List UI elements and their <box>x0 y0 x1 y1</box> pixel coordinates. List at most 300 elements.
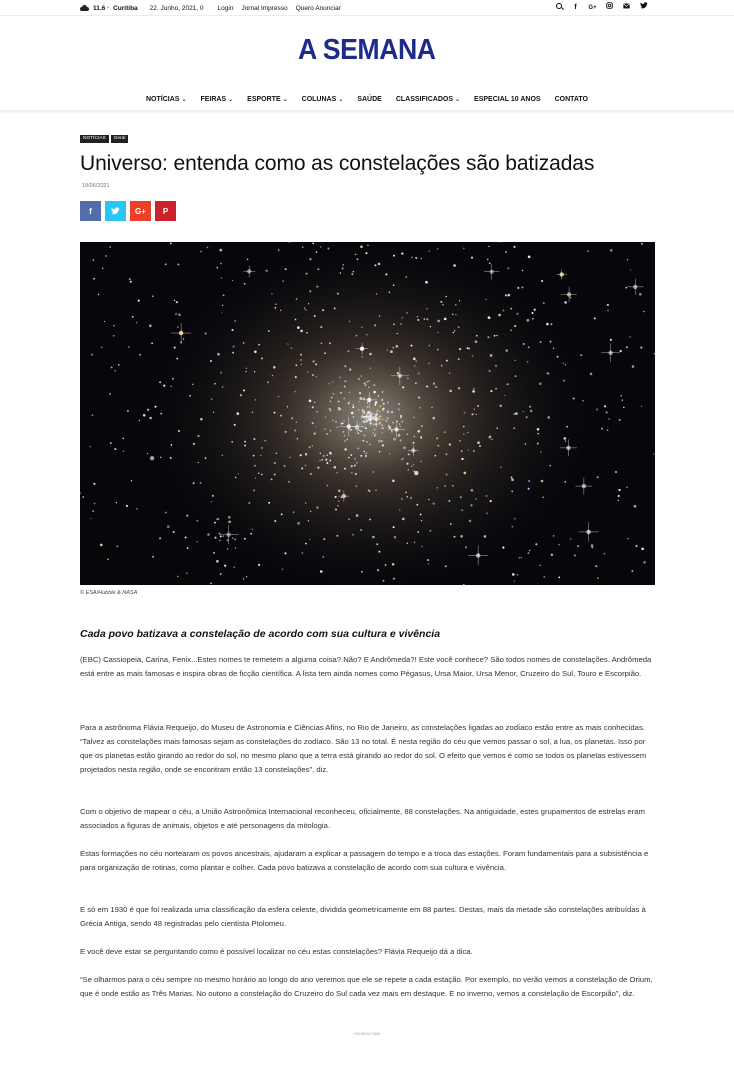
star <box>205 332 207 334</box>
star <box>255 399 256 400</box>
star <box>610 339 612 341</box>
star <box>517 574 518 575</box>
star <box>376 543 378 545</box>
star <box>433 383 435 385</box>
star <box>374 264 376 266</box>
star <box>219 532 221 534</box>
star <box>513 246 515 248</box>
star <box>627 538 628 539</box>
star <box>596 408 598 410</box>
star <box>128 346 130 348</box>
star <box>253 455 255 457</box>
star <box>421 546 423 548</box>
star <box>370 420 372 422</box>
star <box>421 437 422 438</box>
star <box>406 496 408 498</box>
star <box>183 338 185 340</box>
star <box>502 310 504 312</box>
search-icon[interactable] <box>554 0 563 16</box>
star <box>174 300 175 301</box>
star <box>510 329 512 331</box>
star <box>170 243 172 245</box>
article-paragraph: Com o objetivo de mapear o céu, a União Astronômica Internacional reconheceu, oficialmente, 88 constelações. Na antiguidade, estes grupamentos de estrelas eram associados a figuras de animais, objetos e até personagens da mitologia. <box>80 807 645 830</box>
star <box>467 347 469 349</box>
star <box>534 309 536 311</box>
star <box>607 304 609 306</box>
star <box>476 414 478 416</box>
star <box>510 308 512 310</box>
star <box>356 335 358 337</box>
star <box>92 510 94 512</box>
star <box>359 401 360 402</box>
star <box>566 426 568 428</box>
tag-noticias[interactable]: NOTÍCIAS <box>80 135 109 143</box>
login-link[interactable]: Login <box>217 4 234 12</box>
star <box>515 375 517 377</box>
article-date: 19/06/2021 <box>82 183 110 189</box>
star <box>126 505 128 507</box>
star <box>342 267 344 269</box>
star <box>116 545 118 547</box>
star <box>254 371 255 372</box>
star <box>425 281 428 284</box>
star <box>315 363 317 365</box>
star <box>334 466 337 469</box>
facebook-icon[interactable]: f <box>574 4 577 11</box>
star <box>379 411 381 413</box>
star <box>177 576 179 578</box>
star <box>464 472 467 475</box>
star <box>380 415 382 417</box>
star <box>429 251 430 252</box>
star <box>338 500 340 502</box>
star <box>285 268 287 270</box>
star <box>107 558 109 560</box>
star <box>274 462 276 464</box>
star <box>495 365 497 367</box>
star <box>369 519 371 521</box>
article-paragraph: (EBC) Cassiopeia, Carina, Fenix...Estes nomes te remetem a alguma coisa? Não? E Andrômeda?! Este você conhece? São todos nomes de constelações. Andrômeda está entre as mais famosas e inspira obras de ficção científica. A lista tem ainda nomes como Pégasus, Ursa Maior, Ursa Menor, Cruzeiro do Sul, Touro e Escorpião. <box>80 655 652 678</box>
star <box>417 316 419 318</box>
star <box>383 427 384 428</box>
star <box>435 455 437 457</box>
star <box>342 264 344 266</box>
star <box>173 531 175 533</box>
star <box>223 295 225 297</box>
nav-item-esporte[interactable]: ESPORTE ⌄ <box>247 95 288 103</box>
star <box>381 424 383 426</box>
star <box>323 538 325 540</box>
star <box>377 410 378 411</box>
star <box>222 305 223 306</box>
star <box>385 564 387 566</box>
star <box>364 412 365 413</box>
star <box>550 323 552 325</box>
star <box>424 318 426 320</box>
star <box>413 417 415 419</box>
star <box>110 442 112 444</box>
star <box>522 270 523 271</box>
star <box>486 513 487 514</box>
star <box>364 382 366 384</box>
star <box>217 353 220 356</box>
nav-item-saude[interactable]: SAÚDE <box>357 95 382 103</box>
star <box>516 313 518 315</box>
star <box>105 255 107 257</box>
star <box>363 434 365 436</box>
star <box>413 470 415 472</box>
star <box>519 557 520 558</box>
nav-divider <box>0 110 734 114</box>
star <box>300 454 302 456</box>
star <box>416 360 417 361</box>
star <box>411 345 413 347</box>
star <box>348 350 350 352</box>
star <box>109 393 111 395</box>
star <box>317 467 319 469</box>
star <box>348 457 350 459</box>
star <box>387 350 388 351</box>
instagram-icon[interactable] <box>605 0 614 16</box>
star <box>360 397 363 400</box>
star <box>620 395 621 396</box>
star <box>541 280 543 282</box>
star <box>287 406 288 407</box>
star <box>343 397 345 399</box>
star <box>620 350 622 352</box>
star <box>475 340 478 343</box>
star <box>322 309 324 311</box>
star <box>411 257 413 259</box>
star <box>165 263 167 265</box>
star <box>360 529 362 531</box>
star <box>467 432 468 433</box>
star <box>302 552 304 554</box>
star <box>309 290 311 292</box>
star <box>152 556 154 558</box>
star <box>453 332 454 333</box>
jornal-impresso-link[interactable]: Jornal Impresso <box>241 4 288 12</box>
star <box>542 496 544 498</box>
star <box>455 304 457 306</box>
star <box>392 563 395 566</box>
star <box>316 507 318 509</box>
star <box>235 547 236 548</box>
star <box>338 401 340 403</box>
star <box>558 544 559 545</box>
star <box>373 432 374 433</box>
nav-item-colunas[interactable]: COLUNAS ⌄ <box>301 95 344 103</box>
star <box>514 580 515 581</box>
star <box>428 363 430 365</box>
weather-degree: ° <box>107 5 110 11</box>
star <box>232 537 233 538</box>
star <box>337 505 338 506</box>
star <box>595 565 597 567</box>
star <box>374 413 376 415</box>
google-plus-icon[interactable]: G+ <box>588 5 597 11</box>
star <box>382 391 384 393</box>
star <box>473 450 475 452</box>
star <box>316 251 317 252</box>
star <box>374 404 376 406</box>
star <box>393 255 395 257</box>
share-twitter-button[interactable] <box>105 201 126 221</box>
star <box>342 422 344 424</box>
star <box>370 368 371 369</box>
star <box>220 372 222 374</box>
star <box>363 398 365 400</box>
star <box>197 435 199 437</box>
nav-item-contato[interactable]: CONTATO <box>554 95 589 103</box>
article-paragraph: “Se olharmos para o céu sempre no mesmo horário ao longo do ano veremos que ele se repete a cada estação. Por exemplo, no verão vemos a constelação de Orium, que é onde estão as Três Marias. No outono a constelação do Cruzeiro do Sul cada vez mais em destaque. E no inverno, vemos a constelação de Escorpião”, diz. <box>80 975 653 998</box>
star <box>261 447 263 449</box>
star <box>147 453 148 454</box>
star <box>363 440 365 442</box>
star <box>118 364 120 366</box>
star <box>234 320 235 321</box>
star <box>393 438 396 441</box>
star <box>635 545 637 547</box>
star <box>507 383 509 385</box>
star <box>285 431 287 433</box>
star <box>398 403 400 405</box>
star <box>573 397 575 399</box>
star <box>344 365 346 367</box>
star <box>351 412 354 415</box>
star <box>216 267 218 269</box>
star <box>373 384 375 386</box>
star <box>528 488 530 490</box>
star <box>376 293 377 294</box>
star <box>358 432 360 434</box>
star <box>511 490 513 492</box>
chevron-down-icon: ⌄ <box>228 96 234 103</box>
star <box>444 318 447 321</box>
star <box>608 418 610 420</box>
star <box>393 323 395 325</box>
star <box>405 276 407 278</box>
star <box>362 415 363 416</box>
star <box>537 428 540 431</box>
star <box>523 343 525 345</box>
star <box>220 535 222 537</box>
star <box>498 314 501 317</box>
share-google-plus-button[interactable]: G+ <box>130 201 151 221</box>
star <box>237 412 240 415</box>
star <box>280 310 281 311</box>
star <box>332 381 333 382</box>
star <box>363 451 365 453</box>
star <box>210 583 212 585</box>
star <box>437 320 440 323</box>
star <box>228 516 231 519</box>
star <box>258 344 260 346</box>
star <box>403 446 406 449</box>
star <box>400 323 402 325</box>
star <box>260 455 261 456</box>
star <box>356 462 358 464</box>
share-facebook-button[interactable]: f <box>80 201 101 221</box>
star <box>430 326 431 327</box>
star <box>374 429 375 430</box>
star <box>399 426 401 428</box>
star <box>301 364 302 365</box>
star <box>459 300 460 301</box>
star <box>258 564 260 566</box>
mail-icon[interactable] <box>622 0 631 16</box>
star <box>349 369 351 371</box>
star <box>368 386 369 387</box>
star <box>382 410 384 412</box>
star <box>317 268 319 270</box>
star <box>436 437 438 439</box>
star <box>372 412 374 414</box>
star <box>244 444 246 446</box>
star <box>398 408 400 410</box>
star <box>375 490 376 491</box>
star <box>607 429 609 431</box>
star <box>254 465 256 467</box>
star <box>381 440 383 442</box>
star <box>325 416 326 417</box>
star <box>464 412 465 413</box>
tag-geral[interactable]: Geral <box>111 135 129 143</box>
star <box>309 446 311 448</box>
star <box>98 294 99 295</box>
weather-city: Curitiba <box>113 4 138 12</box>
star <box>272 375 274 377</box>
star <box>350 429 352 431</box>
chevron-down-icon: ⌄ <box>338 96 344 103</box>
star <box>550 341 552 343</box>
star <box>320 570 323 573</box>
star <box>220 249 223 252</box>
star <box>139 354 141 356</box>
star <box>284 465 286 467</box>
star <box>494 335 496 337</box>
star <box>407 378 408 379</box>
star <box>178 313 181 316</box>
quero-anunciar-link[interactable]: Quero Anunciar <box>295 4 341 12</box>
star <box>387 410 390 413</box>
star <box>300 354 302 356</box>
star <box>282 568 283 569</box>
star <box>327 248 329 250</box>
star <box>344 435 345 436</box>
star <box>297 438 298 439</box>
star <box>514 518 515 519</box>
star <box>563 380 565 382</box>
star <box>308 520 309 521</box>
star <box>421 520 422 521</box>
star <box>641 548 644 551</box>
star <box>314 315 316 317</box>
star <box>381 399 383 401</box>
star <box>454 330 455 331</box>
star <box>383 403 385 405</box>
star <box>537 433 539 435</box>
star <box>627 259 628 260</box>
star <box>356 258 358 260</box>
star <box>455 314 456 315</box>
star <box>401 498 403 500</box>
star <box>450 523 452 525</box>
star <box>541 480 544 483</box>
ad-label: - Anúncio Aqui - <box>351 1031 383 1036</box>
star <box>200 482 202 484</box>
star <box>92 414 94 416</box>
star <box>502 547 504 549</box>
star <box>377 569 379 571</box>
star <box>196 520 198 522</box>
star <box>367 406 369 408</box>
star <box>338 490 341 493</box>
star <box>104 321 105 322</box>
star <box>528 347 530 349</box>
star <box>268 330 270 332</box>
star <box>358 409 359 410</box>
star <box>351 465 353 467</box>
star <box>284 552 286 554</box>
nav-item-noticias[interactable]: NOTÍCIAS ⌄ <box>145 95 187 103</box>
star <box>486 495 488 497</box>
star <box>274 520 276 522</box>
star <box>312 422 314 424</box>
star <box>325 459 327 461</box>
twitter-icon[interactable] <box>639 0 648 16</box>
nav-item-especial-10-anos[interactable]: ESPECIAL 10 ANOS <box>474 95 541 103</box>
star <box>471 413 473 415</box>
star <box>329 460 331 462</box>
star <box>415 257 417 259</box>
star <box>487 259 488 260</box>
star <box>150 456 154 460</box>
star <box>316 426 317 427</box>
star <box>643 561 646 564</box>
star <box>232 280 233 281</box>
star <box>401 459 402 460</box>
star <box>159 537 161 539</box>
star <box>393 578 395 580</box>
star <box>427 559 429 561</box>
top-bar-left <box>80 0 349 16</box>
star <box>413 464 414 465</box>
share-pinterest-button[interactable]: P <box>155 201 176 221</box>
star <box>537 443 539 445</box>
star <box>367 245 368 246</box>
star <box>528 256 531 259</box>
star <box>178 430 180 432</box>
star <box>316 376 317 377</box>
star <box>308 303 309 304</box>
star <box>417 319 419 321</box>
star <box>274 412 276 414</box>
star <box>490 390 492 392</box>
site-logo[interactable] <box>0 34 734 67</box>
star <box>280 415 282 417</box>
star <box>458 387 460 389</box>
star <box>228 521 231 524</box>
star <box>295 376 297 378</box>
star <box>324 352 326 354</box>
star <box>344 440 346 442</box>
star <box>176 301 178 303</box>
star <box>530 410 533 413</box>
star <box>340 272 342 274</box>
nav-item-classificados[interactable]: CLASSIFICADOS ⌄ <box>395 95 461 103</box>
nav-item-feiras[interactable]: FEIRAS ⌄ <box>200 95 234 103</box>
